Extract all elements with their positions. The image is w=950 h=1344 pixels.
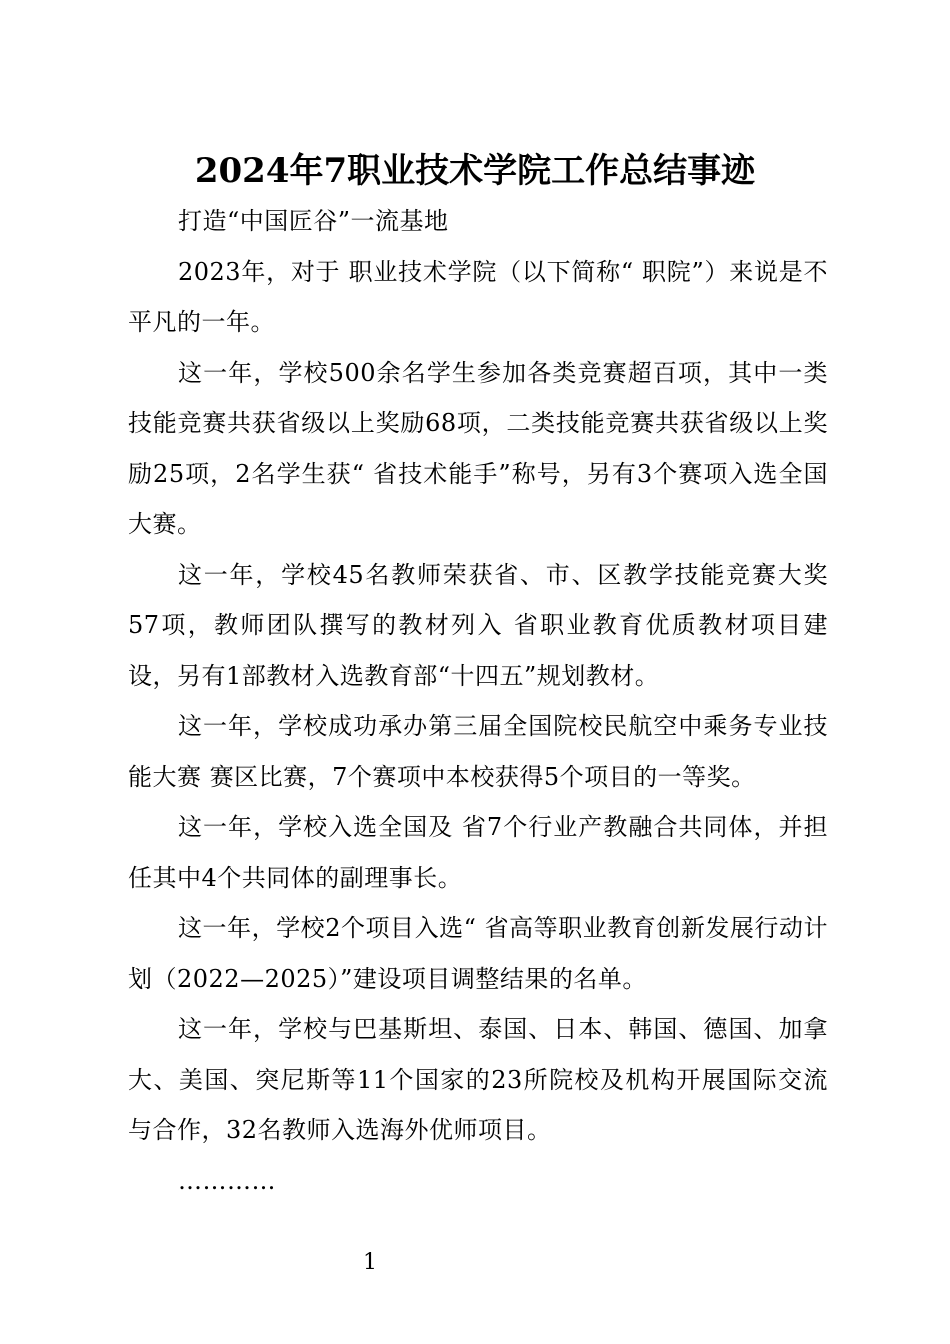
paragraph-hosted-contest: 这一年，学校成功承办第三届全国院校民航空中乘务专业技能大赛 赛区比赛，7个赛项中本校获得5个项目的一等奖。 <box>128 712 828 791</box>
paragraph-intro: 2023年，对于 职业技术学院（以下简称“ 职院”）来说是不平凡的一年。 <box>128 257 828 336</box>
paragraph-ellipsis: ………… <box>178 1166 276 1195</box>
paragraph-teacher-awards: 这一年，学校45名教师荣获省、市、区教学技能竞赛大奖57项，教师团队撰写的教材列入 省职业教育优质教材项目建设，另有1部教材入选教育部“十四五”规划教材。 <box>128 560 828 690</box>
paragraph-innovation-plan: 这一年，学校2个项目入选“ 省高等职业教育创新发展行动计划（2022—2025）”建设项目调整结果的名单。 <box>128 914 828 993</box>
paragraph-slogan: 打造“中国匠谷”一流基地 <box>178 207 449 235</box>
page-number: 1 <box>363 1250 377 1275</box>
paragraph-student-competitions: 这一年，学校500余名学生参加各类竞赛超百项，其中一类技能竞赛共获省级以上奖励68项，二类技能竞赛共获省级以上奖励25项，2名学生获“ 省技术能手”称号，另有3个赛项入选全国大赛。 <box>128 358 828 538</box>
paragraph-international-exchange: 这一年，学校与巴基斯坦、泰国、日本、韩国、德国、加拿大、美国、突尼斯等11个国家的23所院校及机构开展国际交流与合作，32名教师入选海外优师项目。 <box>128 1015 828 1144</box>
document-body <box>128 196 828 1206</box>
paragraph-industry-community: 这一年，学校入选全国及 省7个行业产教融合共同体，并担任其中4个共同体的副理事长。 <box>128 813 828 892</box>
document-title: 2024年7职业技术学院工作总结事迹 <box>194 151 756 191</box>
